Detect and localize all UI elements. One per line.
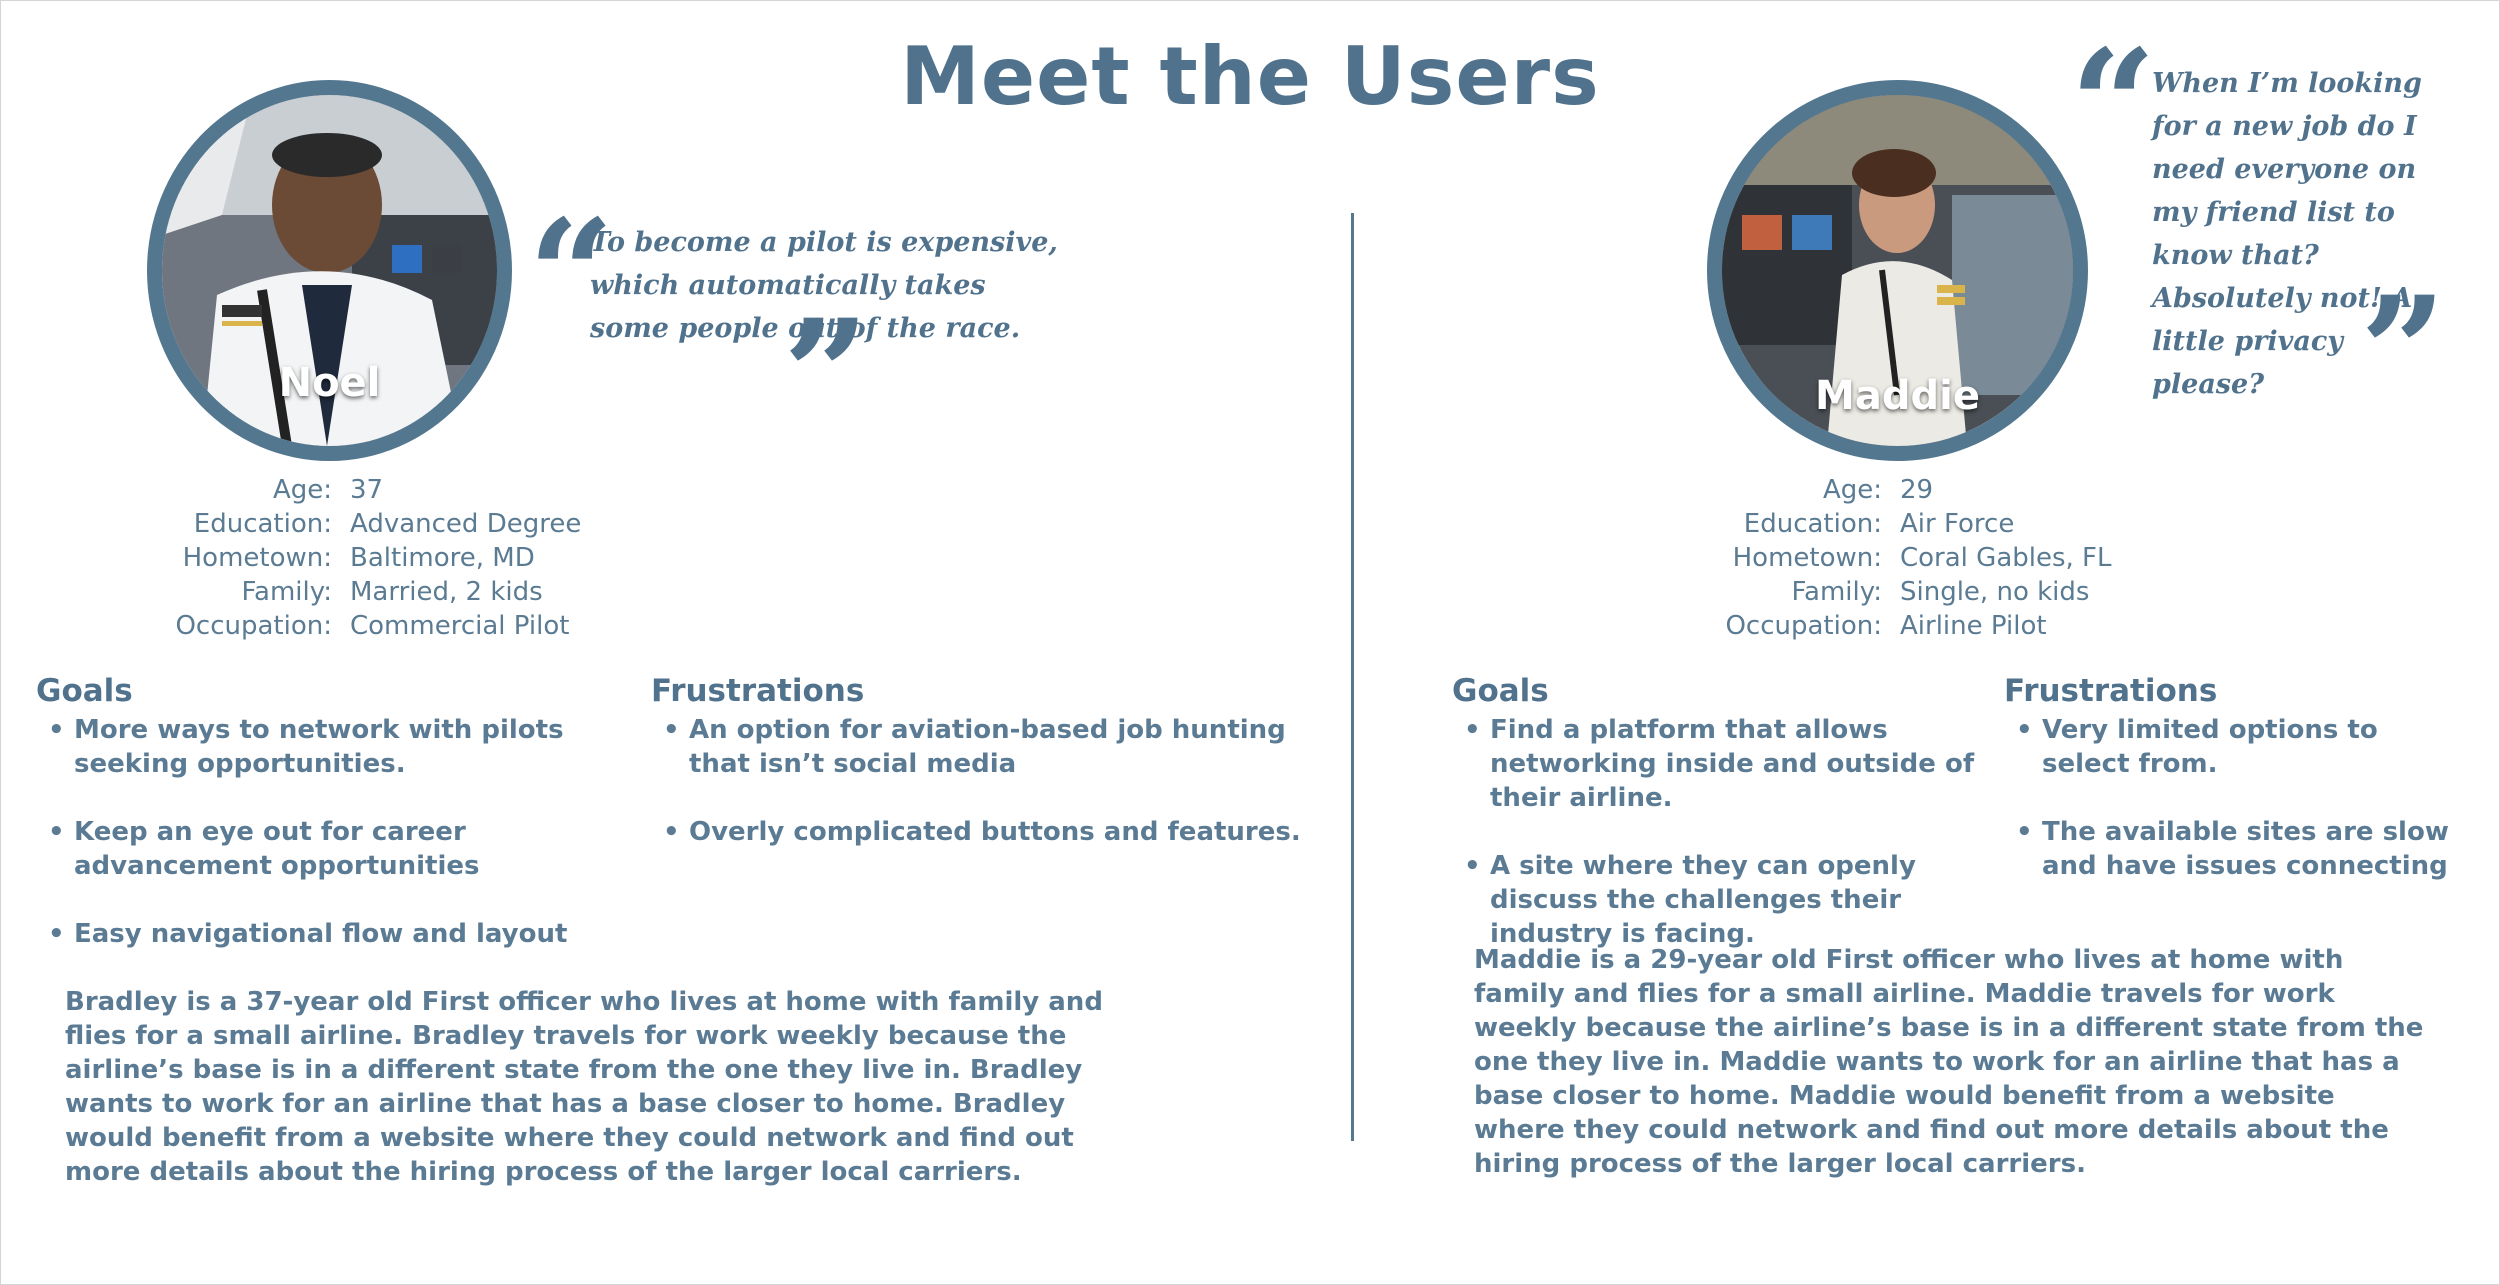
persona-bio: Bradley is a 37-year old First officer who lives at home with family and flies for a small airline. Bradley travels for work weekly because the airline’s base is in a different state from the one they live in. Bradley wants to work for an airline that has a base closer to home. Bradley would benefit from a website where they could network and find out more details about the hiring process of the larger local carriers.: [65, 987, 1103, 1187]
info-label: Occupation:: [1725, 611, 1882, 641]
info-row-hometown: [150, 541, 581, 575]
list-item: • More ways to network with pilots seeking opportunities.: [36, 713, 626, 781]
info-row-age: [1700, 473, 2112, 507]
info-value: 29: [1900, 475, 1934, 505]
info-value: Married, 2 kids: [350, 577, 543, 607]
goals-list: [36, 713, 626, 985]
info-value: Advanced Degree: [350, 509, 582, 539]
goals-heading: Goals: [1452, 673, 1549, 709]
persona-quote: To become a pilot is expensive, which automatically takes some people out of the race.: [590, 227, 1058, 344]
info-row-age: [150, 473, 581, 507]
info-row-family: [1700, 575, 2112, 609]
close-quote-icon: ”: [783, 287, 870, 463]
frustrations-heading: Frustrations: [651, 673, 865, 709]
info-label: Age:: [1822, 475, 1882, 505]
info-value: Baltimore, MD: [350, 543, 535, 573]
info-value: Single, no kids: [1900, 577, 2090, 607]
info-label: Family:: [241, 577, 332, 607]
persona-quote: When I’m looking for a new job do I need everyone on my friend list to know that? Absolutely not! A little privacy please?: [2152, 68, 2422, 400]
page-title: Meet the Users: [900, 30, 1600, 123]
info-row-family: [150, 575, 581, 609]
open-quote-icon: “: [2070, 17, 2157, 193]
info-row-education: [1700, 507, 2112, 541]
info-value: Air Force: [1900, 509, 2015, 539]
close-quote-icon: ”: [2360, 264, 2447, 440]
info-label: Education:: [193, 509, 332, 539]
list-item: • Overly complicated buttons and features.: [651, 815, 1301, 849]
list-item: • The available sites are slow and have issues connecting: [2004, 815, 2464, 883]
info-value: Commercial Pilot: [350, 611, 570, 641]
info-value: Coral Gables, FL: [1900, 543, 2112, 573]
persona-photo-maddie: [1707, 80, 2088, 461]
info-label: Age:: [272, 475, 332, 505]
info-label: Occupation:: [175, 611, 332, 641]
persona-info: [1700, 473, 2112, 643]
persona-name: Noel: [278, 360, 381, 406]
frustrations-heading: Frustrations: [2004, 673, 2218, 709]
list-item: • Very limited options to select from.: [2004, 713, 2464, 781]
list-item: • Find a platform that allows networking inside and outside of their airline.: [1452, 713, 2012, 815]
frustrations-list: [651, 713, 1301, 883]
info-row-occupation: [150, 609, 581, 643]
info-label: Education:: [1743, 509, 1882, 539]
persona-bio: Maddie is a 29-year old First officer who lives at home with family and flies for a small airline. Maddie travels for work weekly because the airline’s base is in a different state from the one they live in. Maddie wants to work for an airline that has a base closer to home. Maddie would benefit from a website where they could network and find out more details about the hiring process of the larger local carriers.: [1474, 945, 2424, 1179]
center-divider: [1351, 213, 1354, 1141]
info-row-education: [150, 507, 581, 541]
frustrations-list: [2004, 713, 2464, 917]
list-item: • A site where they can openly discuss the challenges their industry is facing.: [1452, 849, 2012, 951]
list-item: • Easy navigational flow and layout: [36, 917, 626, 951]
list-item: • An option for aviation-based job hunting that isn’t social media: [651, 713, 1301, 781]
info-row-occupation: [1700, 609, 2112, 643]
open-quote-icon: “: [528, 187, 615, 363]
info-label: Family:: [1791, 577, 1882, 607]
persona-info: [150, 473, 581, 643]
persona-name: Maddie: [1815, 373, 1980, 419]
info-label: Hometown:: [1732, 543, 1882, 573]
list-item: • Keep an eye out for career advancement opportunities: [36, 815, 626, 883]
goals-heading: Goals: [36, 673, 133, 709]
info-value: Airline Pilot: [1900, 611, 2047, 641]
info-label: Hometown:: [182, 543, 332, 573]
persona-photo-noel: [147, 80, 512, 461]
info-row-hometown: [1700, 541, 2112, 575]
info-value: 37: [350, 475, 384, 505]
